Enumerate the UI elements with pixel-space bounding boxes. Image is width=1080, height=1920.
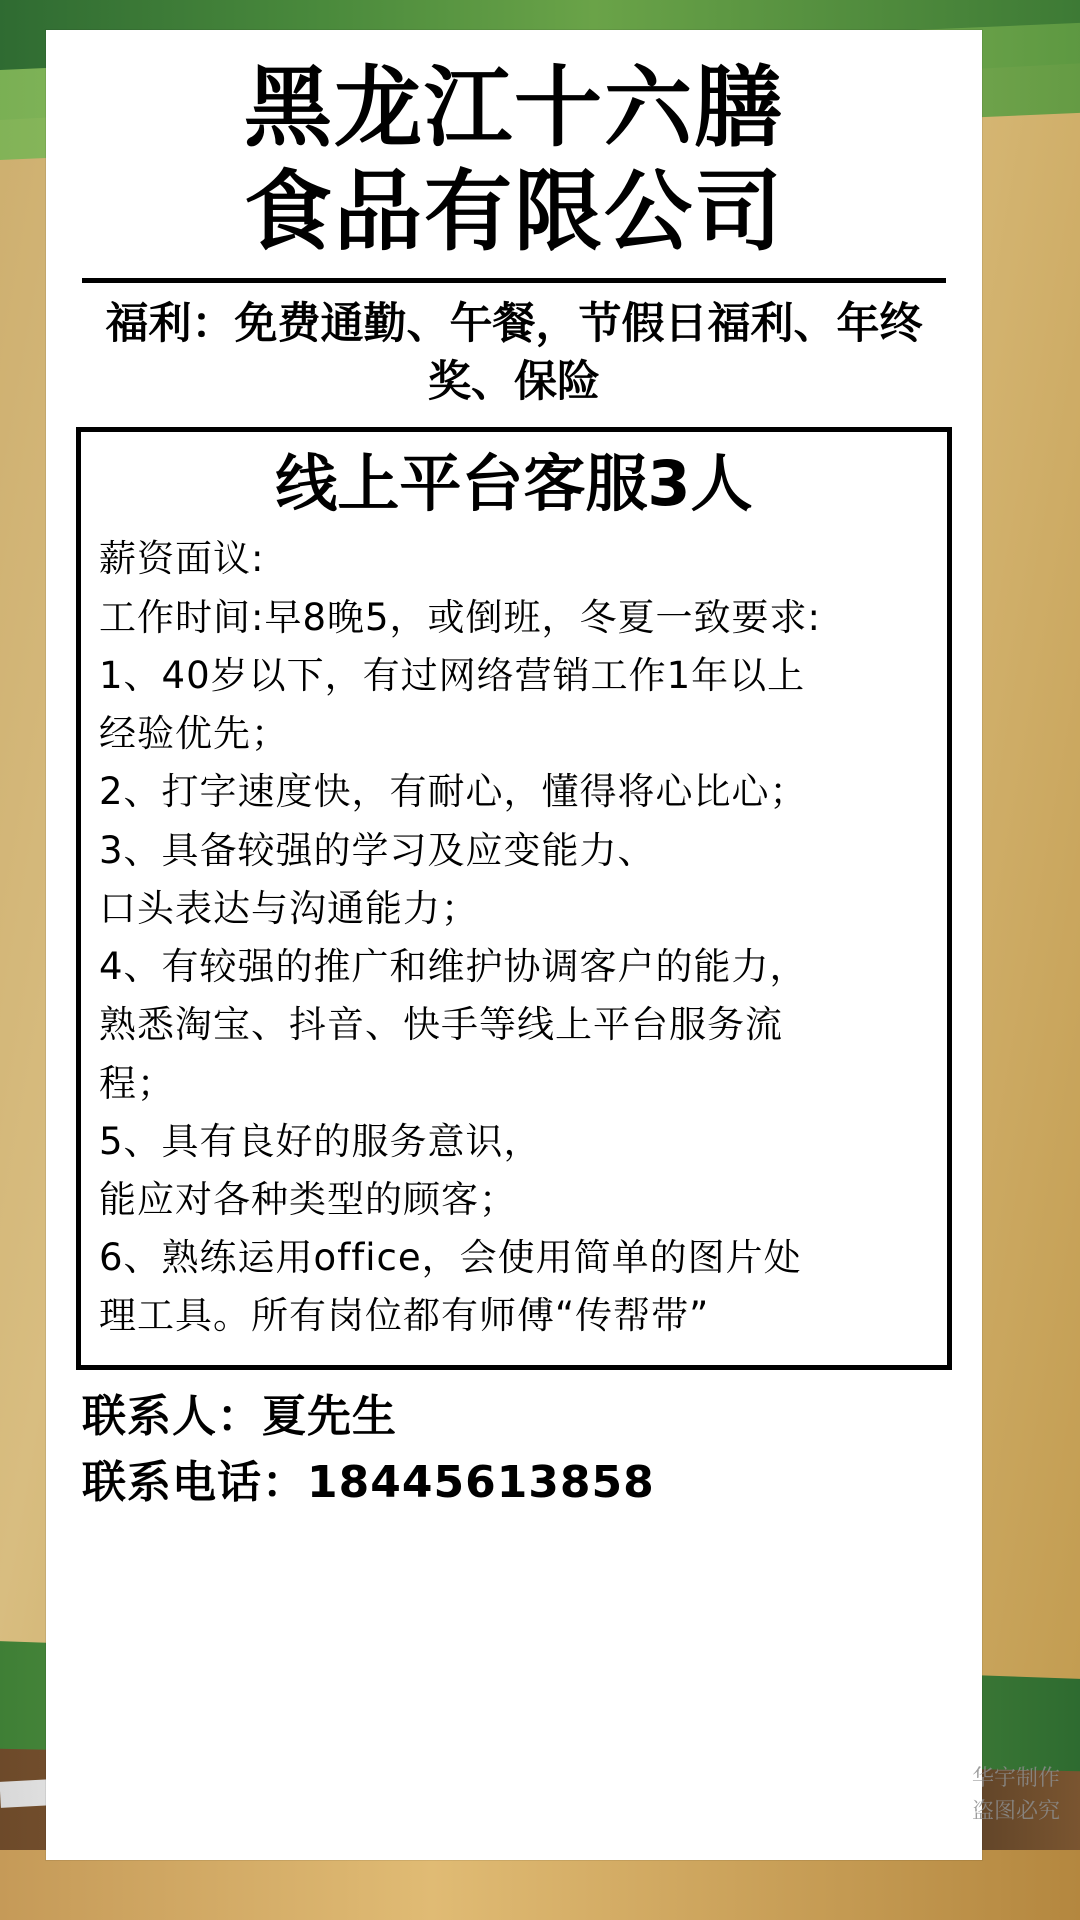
- job-line: 工作时间:早8晚5，或倒班，冬夏一致要求:: [99, 595, 822, 639]
- job-line: 能应对各种类型的顾客；: [99, 1178, 517, 1222]
- background-band-wood-bottom: [0, 1850, 1080, 1920]
- contact-block: [76, 1384, 952, 1516]
- job-line: 理工具。所有岗位都有师傅“传帮带”: [99, 1294, 710, 1338]
- company-name-line-1: 黑龙江十六膳: [243, 56, 784, 159]
- job-line: 2、打字速度快，有耐心，懂得将心比心；: [99, 770, 808, 814]
- company-name-line-2: 食品有限公司: [243, 159, 784, 263]
- job-line: 5、具有良好的服务意识，: [99, 1119, 542, 1163]
- poster-card: [46, 30, 982, 1860]
- job-position-title: 线上平台客服3人: [275, 446, 753, 520]
- job-line: 口头表达与沟通能力；: [99, 886, 479, 930]
- job-requirements-list: [99, 531, 929, 1344]
- job-details-box: [76, 427, 952, 1370]
- job-line: 熟悉淘宝、抖音、快手等线上平台服务流: [99, 1003, 783, 1047]
- watermark-line-1: 华宇制作: [971, 1766, 1060, 1791]
- benefits-text: 福利：免费通勤、午餐，节假日福利、年终奖、保险: [105, 298, 923, 407]
- contact-person: 联系人：夏先生: [82, 1390, 397, 1442]
- company-title-block: [76, 56, 952, 264]
- job-line: 程；: [99, 1061, 175, 1105]
- job-line: 1、40岁以下，有过网络营销工作1年以上: [99, 653, 806, 697]
- job-line: 经验优先；: [99, 712, 289, 756]
- divider-rule: [82, 278, 946, 283]
- watermark: [972, 1762, 1060, 1828]
- job-line: 6、熟练运用office，会使用简单的图片处: [99, 1236, 802, 1280]
- job-line: 3、具备较强的学习及应变能力、: [99, 828, 656, 872]
- job-line: 薪资面议:: [99, 537, 265, 581]
- watermark-line-2: 盗图必究: [971, 1799, 1060, 1824]
- contact-phone: 联系电话：18445613858: [82, 1456, 655, 1508]
- job-line: 4、有较强的推广和维护协调客户的能力，: [99, 945, 808, 989]
